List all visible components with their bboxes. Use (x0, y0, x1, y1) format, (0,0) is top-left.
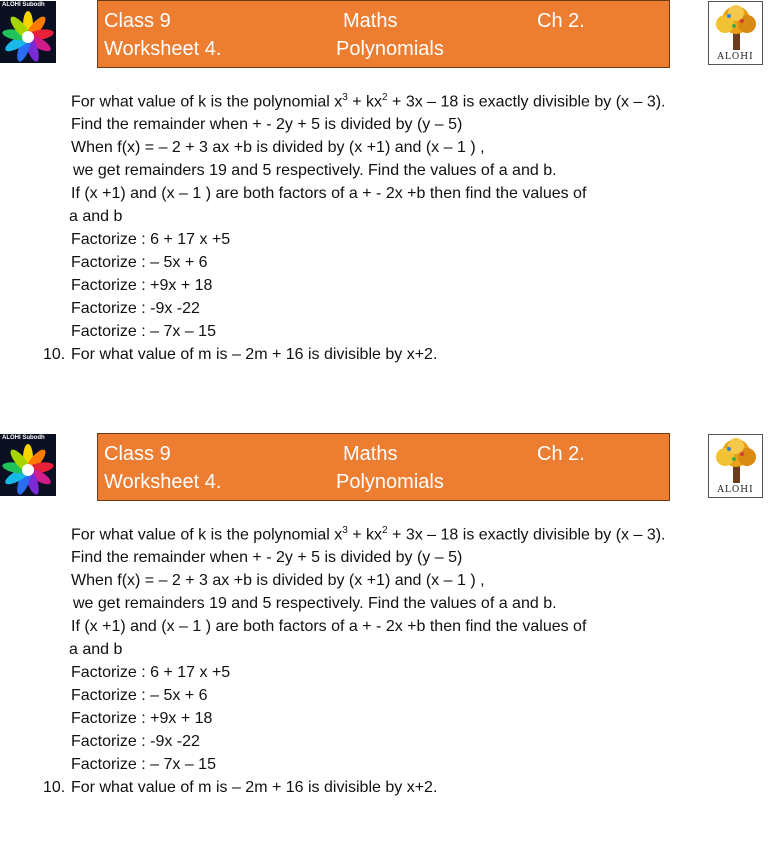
question-continuation: a and b (69, 641, 123, 658)
worksheet-label: Worksheet 4. (104, 471, 222, 493)
tree-logo-icon (711, 4, 762, 52)
question-text: Factorize : – 5x + 6 (71, 687, 208, 704)
logo-caption: ALOHI Subodh (2, 435, 45, 441)
question-text: When f(x) = – 2 + 3 ax +b is divided by (x +1) and (x – 1 ) , (71, 572, 485, 589)
topic-label: Polynomials (336, 38, 444, 60)
class-label: Class 9 (104, 443, 171, 465)
logo-word: ALOHI (717, 485, 754, 495)
chapter-label: Ch 2. (537, 443, 585, 465)
question-text: For what value of m is – 2m + 16 is divisible by x+2. (71, 779, 438, 796)
question-text: When f(x) = – 2 + 3 ax +b is divided by (x +1) and (x – 1 ) , (71, 139, 485, 156)
question-number: 10. (43, 779, 66, 796)
question-number: 10. (43, 346, 66, 363)
worksheet (0, 433, 768, 833)
alohi-subodh-logo (0, 1, 56, 63)
question-text: Factorize : – 7x – 15 (71, 756, 216, 773)
worksheet (0, 0, 768, 400)
question-continuation: a and b (69, 208, 123, 225)
alohi-subodh-logo (0, 434, 56, 496)
question-text: Factorize : 6 + 17 x +5 (71, 664, 231, 681)
question-text: If (x +1) and (x – 1 ) are both factors of a + - 2x +b then find the values of (71, 185, 587, 202)
question-text: Factorize : -9x -22 (71, 300, 200, 317)
question-continuation: we get remainders 19 and 5 respectively. Find the values of a and b. (73, 595, 557, 612)
tree-logo-icon (711, 437, 762, 485)
worksheet-label: Worksheet 4. (104, 38, 222, 60)
logo-caption: ALOHI Subodh (2, 2, 45, 8)
worksheet-header-banner (97, 433, 670, 501)
flower-logo-icon (0, 9, 56, 63)
question-text: If (x +1) and (x – 1 ) are both factors of a + - 2x +b then find the values of (71, 618, 587, 635)
question-text: Factorize : -9x -22 (71, 733, 200, 750)
worksheet-header-banner (97, 0, 670, 68)
question-text: For what value of m is – 2m + 16 is divisible by x+2. (71, 346, 438, 363)
flower-logo-icon (0, 442, 56, 496)
topic-label: Polynomials (336, 471, 444, 493)
alohi-tree-logo (708, 1, 763, 65)
logo-word: ALOHI (717, 52, 754, 62)
question-text: Factorize : +9x + 18 (71, 710, 213, 727)
question-text: Factorize : 6 + 17 x +5 (71, 231, 231, 248)
question-text: For what value of k is the polynomial $x^3 + kx^2 + 3x - 18$ is exactly divisible by (x – 3). (71, 92, 666, 111)
question-text: For what value of k is the polynomial $x^3 + kx^2 + 3x - 18$ is exactly divisible by (x – 3). (71, 525, 666, 544)
question-continuation: we get remainders 19 and 5 respectively. Find the values of a and b. (73, 162, 557, 179)
question-text: Factorize : – 5x + 6 (71, 254, 208, 271)
chapter-label: Ch 2. (537, 10, 585, 32)
subject-label: Maths (343, 443, 398, 465)
alohi-tree-logo (708, 434, 763, 498)
question-text: Find the remainder when + - 2y + 5 is divided by (y – 5) (71, 549, 463, 566)
question-text: Find the remainder when + - 2y + 5 is divided by (y – 5) (71, 116, 463, 133)
class-label: Class 9 (104, 10, 171, 32)
question-text: Factorize : +9x + 18 (71, 277, 213, 294)
question-text: Factorize : – 7x – 15 (71, 323, 216, 340)
subject-label: Maths (343, 10, 398, 32)
